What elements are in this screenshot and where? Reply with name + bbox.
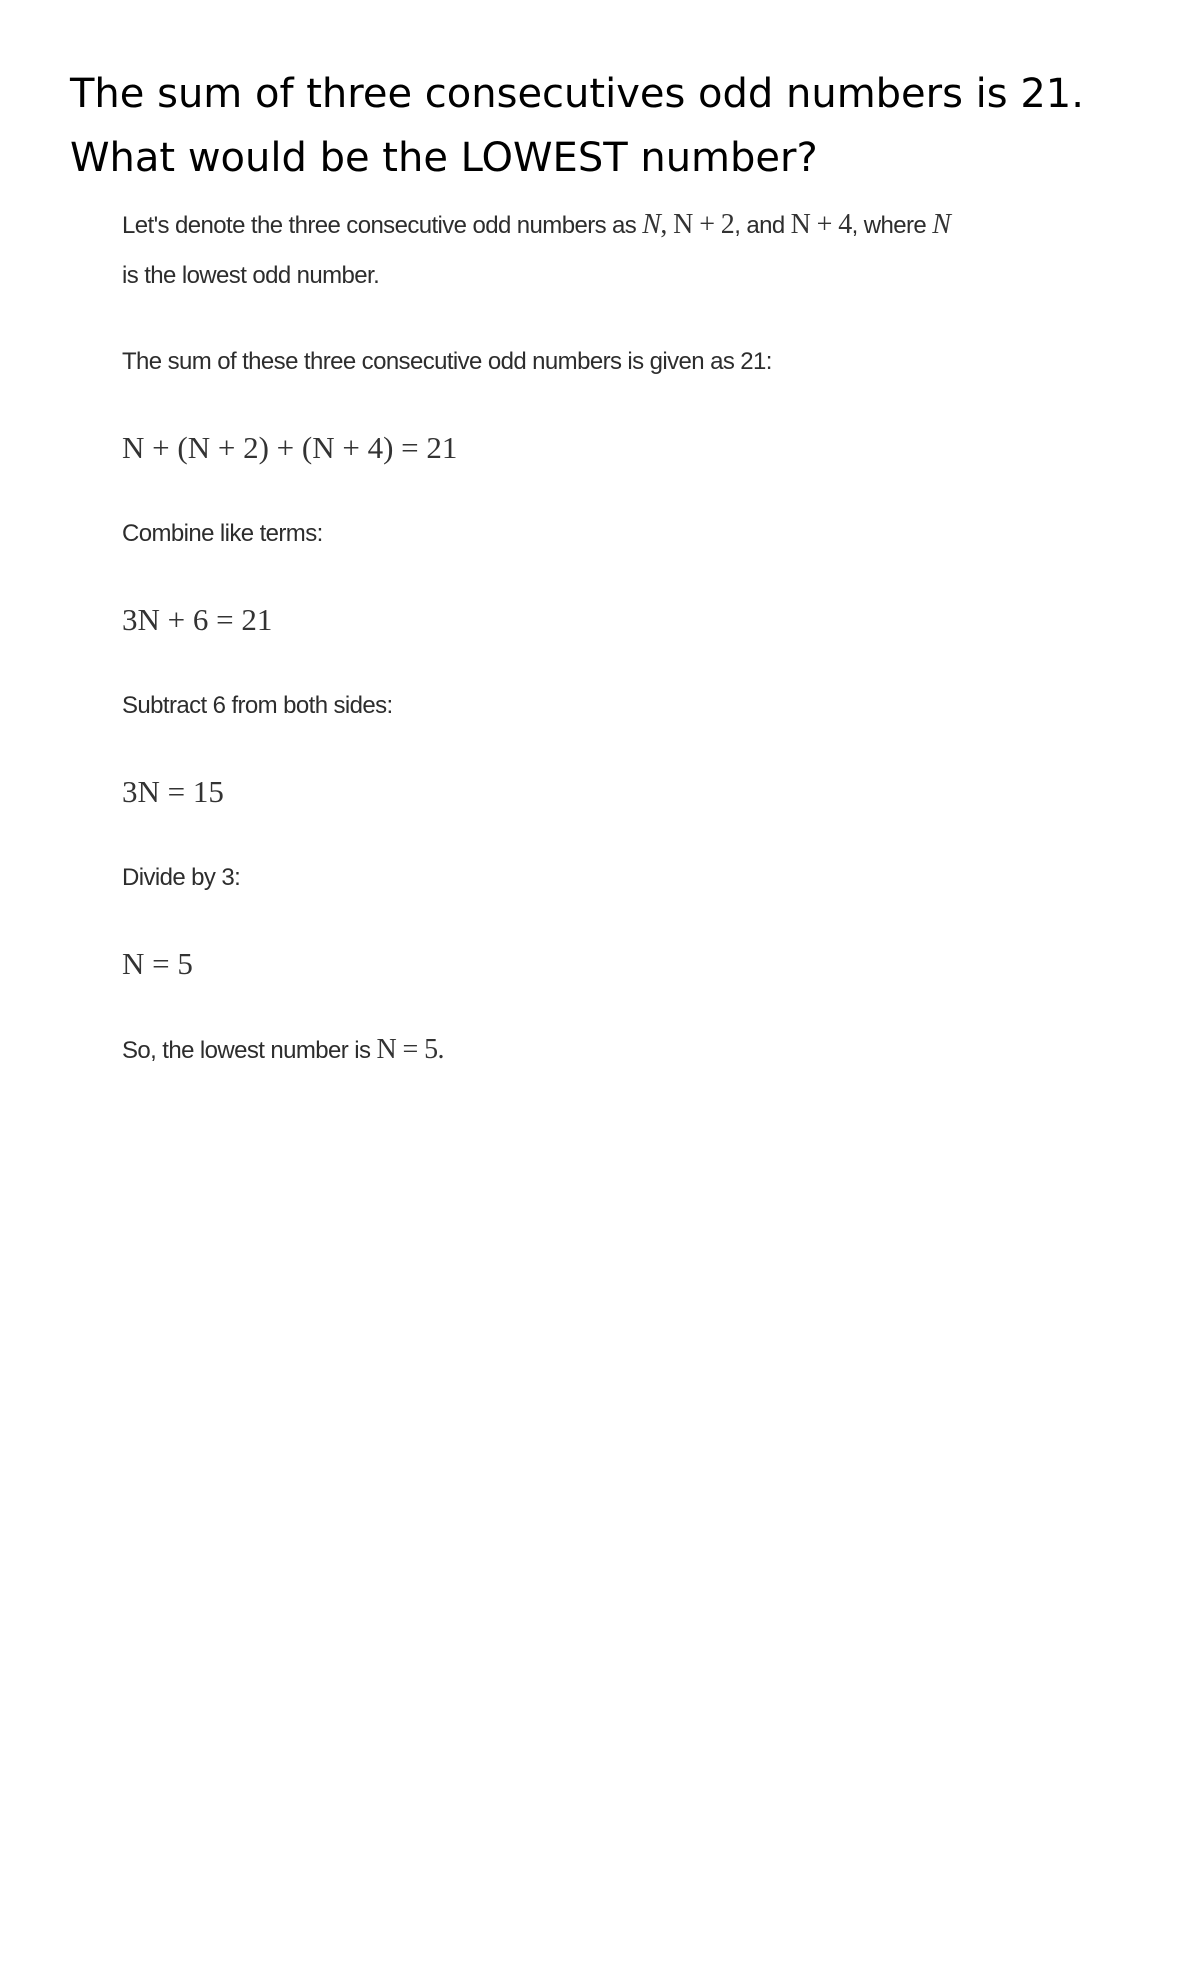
intro-paragraph xyxy=(122,200,1122,301)
step-divide-label: Divide by 3: xyxy=(122,864,241,891)
question xyxy=(70,62,1150,190)
equation-combined: 3N + 6 = 21 xyxy=(122,602,273,637)
equation-result: N = 5 xyxy=(122,946,193,981)
intro-text-a: Let's denote the three consecutive odd numbers as xyxy=(122,212,643,239)
intro-sep: , xyxy=(660,209,674,240)
conclusion xyxy=(122,1025,1122,1076)
step-combine-label: Combine like terms: xyxy=(122,520,323,547)
answer-block xyxy=(122,200,1122,1076)
conclusion-math: N = 5 xyxy=(376,1034,438,1065)
conclusion-text: So, the lowest number is xyxy=(122,1037,377,1064)
equation-subtracted: 3N = 15 xyxy=(122,774,224,809)
intro-math-n-end: N xyxy=(932,209,951,240)
intro-text-b: , and xyxy=(734,212,791,239)
intro-text-c: , where xyxy=(851,212,933,239)
intro-math-n-plus-4: N + 4 xyxy=(790,209,852,240)
question-line-2: What would be the LOWEST number? xyxy=(70,135,818,181)
conclusion-period: . xyxy=(437,1034,444,1065)
intro-line-2: is the lowest odd number. xyxy=(122,262,380,289)
sum-statement: The sum of these three consecutive odd numbers is given as 21: xyxy=(122,348,772,375)
step-subtract-label: Subtract 6 from both sides: xyxy=(122,692,393,719)
question-line-1: The sum of three consecutives odd numbers is 21. xyxy=(70,71,1084,117)
intro-math-n-plus-2: N + 2 xyxy=(673,209,735,240)
intro-math-n: N xyxy=(642,209,661,240)
equation-sum: N + (N + 2) + (N + 4) = 21 xyxy=(122,430,458,465)
